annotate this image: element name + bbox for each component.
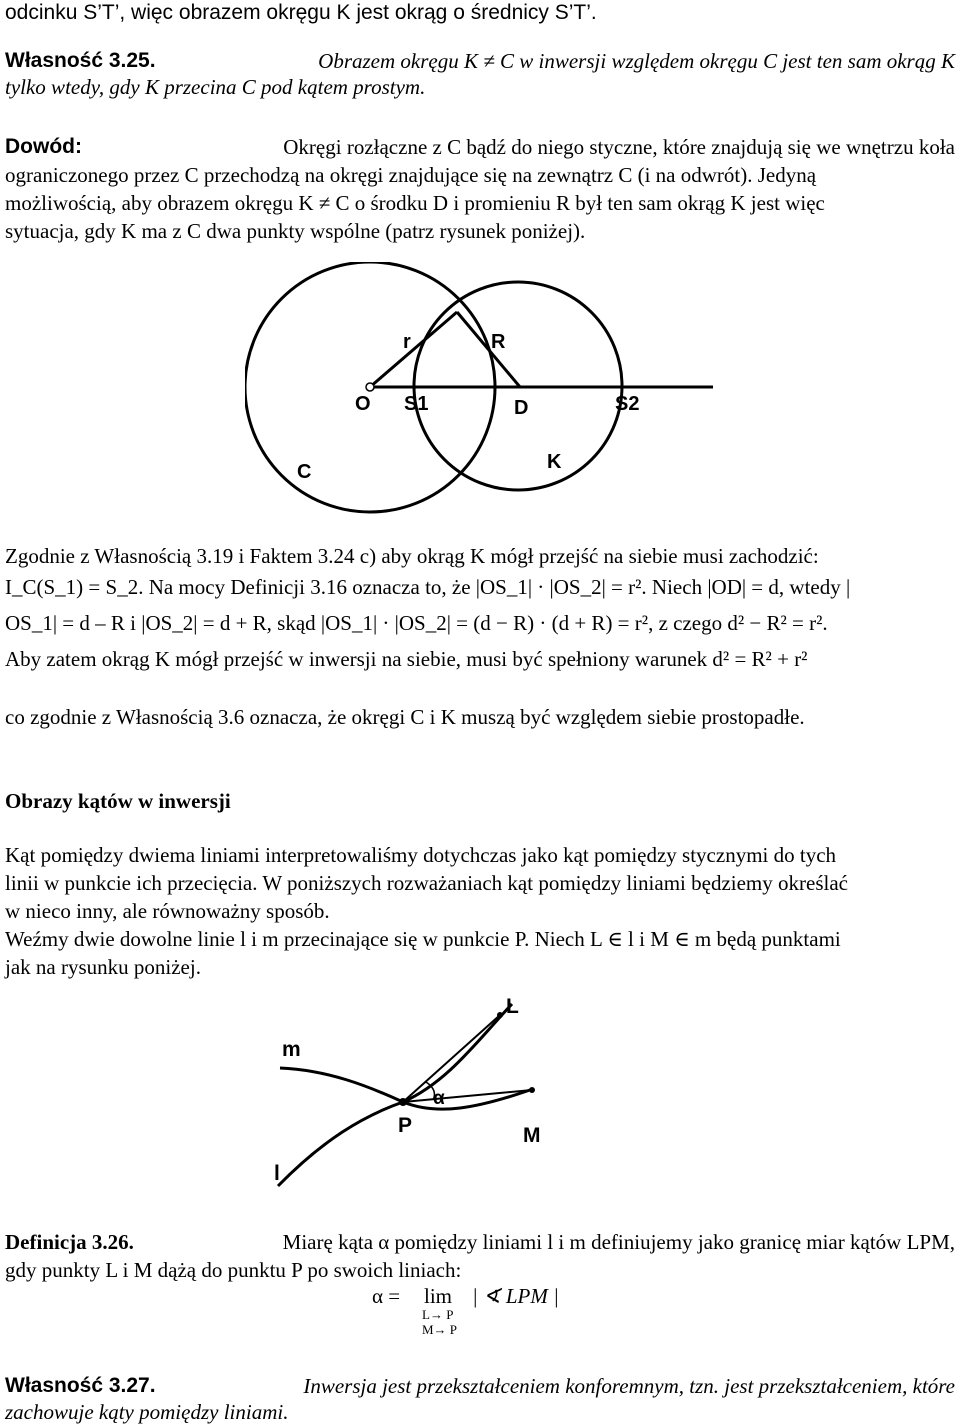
text2: OS_1| = d – R i |OS_2| = d + R, skąd |OS_1| · |OS_2| = (d − R) · (d + R) = r², z czego d² − R² = r². xyxy=(5,611,828,635)
property-3-27-line-1 xyxy=(5,1373,955,1399)
text2: Zgodnie z Własnością 3.19 i Faktem 3.24 c) aby okrąg K mógł przejść na siebie musi zachodzić: xyxy=(5,544,819,568)
text2-line-3 xyxy=(5,610,955,636)
definition-text: Miarę kąta α pomiędzy liniami l i m definiujemy jako granicę miar kątów LPM, xyxy=(282,1230,955,1254)
proof-text: możliwością, aby obrazem okręgu K ≠ C o środku D i promieniu R był ten sam okrąg K jest więc xyxy=(5,191,825,215)
text2-line-1 xyxy=(5,543,955,569)
label-c: C xyxy=(297,461,312,483)
text2-line-2 xyxy=(5,574,955,600)
angles-line-3 xyxy=(5,898,955,924)
proof-label: Dowód: xyxy=(5,135,82,158)
label-M: M xyxy=(523,1124,541,1147)
property-label: Własność 3.25. xyxy=(5,49,156,72)
radius-R xyxy=(457,312,520,387)
property-text: tylko wtedy, gdy K przecina C pod kątem prostym. xyxy=(5,75,426,99)
label-m: m xyxy=(282,1038,301,1061)
label-P: P xyxy=(398,1114,413,1137)
section-heading xyxy=(5,788,955,814)
circles-figure xyxy=(245,262,715,542)
angles-text: Kąt pomiędzy dwiema liniami interpretowaliśmy dotychczas jako kąt pomiędzy stycznymi do tych xyxy=(5,843,837,867)
section-heading-text: Obrazy kątów w inwersji xyxy=(5,789,231,813)
label-k: K xyxy=(547,451,562,473)
definition-3-26-line-2 xyxy=(5,1257,955,1283)
point-o xyxy=(366,383,374,391)
text2-line-5 xyxy=(5,704,955,730)
label-l: l xyxy=(274,1162,280,1185)
point-m xyxy=(529,1087,535,1093)
definition-label: Definicja 3.26. xyxy=(5,1230,134,1254)
segment-pl xyxy=(403,1015,500,1102)
definition-3-26-line-1 xyxy=(5,1229,955,1255)
definition-text: gdy punkty L i M dążą do punktu P po swoich liniach: xyxy=(5,1258,462,1282)
property-text: zachowuje kąty pomiędzy liniami. xyxy=(5,1400,289,1424)
text2: co zgodnie z Własnością 3.6 oznacza, że okręgi C i K muszą być względem siebie prostopadłe. xyxy=(5,705,805,729)
property-3-25-line-1 xyxy=(5,48,955,74)
proof-line-1 xyxy=(5,134,955,160)
limit-formula xyxy=(372,1284,592,1344)
formula-sub-l: L→ P xyxy=(422,1307,454,1322)
text2: Aby zatem okrąg K mógł przejść w inwersji na siebie, musi być spełniony warunek d² = R² + r² xyxy=(5,647,808,671)
property-3-27-line-2 xyxy=(5,1399,955,1425)
angle-figure xyxy=(268,990,578,1190)
proof-text: sytuacja, gdy K ma z C dwa punkty wspólne (patrz rysunek poniżej). xyxy=(5,219,586,243)
label-r: r xyxy=(403,331,411,353)
property-3-25-line-2 xyxy=(5,74,955,100)
label-R: R xyxy=(491,331,506,353)
text2: I_C(S_1) = S_2. Na mocy Definicji 3.16 oznacza to, że |OS_1| · |OS_2| = r². Niech |OD| = d, wtedy | xyxy=(5,575,851,599)
proof-line-4 xyxy=(5,218,955,244)
label-o: O xyxy=(355,393,371,415)
formula-right: | ∢ LPM | xyxy=(472,1284,559,1308)
label-s2: S2 xyxy=(615,393,640,415)
proof-text: ograniczonego przez C przechodzą na okręgi znajdujące się na zewnątrz C (i na odwrót). Jedyną xyxy=(5,163,817,187)
angles-line-5 xyxy=(5,954,955,980)
top-line-text: odcinku S’T’, więc obrazem okręgu K jest okrąg o średnicy S’T’. xyxy=(5,1,597,24)
angles-line-4 xyxy=(5,926,955,952)
proof-text: Okręgi rozłączne z C bądź do niego styczne, które znajdują się we wnętrzu koła xyxy=(283,135,955,159)
label-s1: S1 xyxy=(404,393,429,415)
angles-text: w nieco inny, ale równoważny sposób. xyxy=(5,899,330,923)
formula-lim: lim xyxy=(424,1284,453,1308)
point-l xyxy=(497,1012,503,1018)
angles-text: linii w punkcie ich przecięcia. W poniższych rozważaniach kąt pomiędzy liniami będziemy określać xyxy=(5,871,848,895)
angles-text: jak na rysunku poniżej. xyxy=(5,955,201,979)
property-text: Inwersja jest przekształceniem konforemnym, tzn. jest przekształceniem, które xyxy=(303,1374,955,1398)
label-alpha: α xyxy=(433,1088,445,1109)
property-label: Własność 3.27. xyxy=(5,1374,156,1397)
text2-line-4 xyxy=(5,646,955,672)
proof-line-3 xyxy=(5,190,955,216)
angles-line-1 xyxy=(5,842,955,868)
proof-line-2 xyxy=(5,162,955,188)
formula-left: α = xyxy=(372,1284,401,1308)
angles-text: Weźmy dwie dowolne linie l i m przecinające się w punkcie P. Niech L ∈ l i M ∈ m będą punktami xyxy=(5,927,841,951)
property-text: Obrazem okręgu K ≠ C w inwersji względem okręgu C jest ten sam okrąg K xyxy=(318,49,955,73)
top-line xyxy=(5,0,955,26)
formula-sub-m: M→ P xyxy=(422,1322,458,1337)
label-d: D xyxy=(514,397,529,419)
label-L: L xyxy=(506,995,519,1018)
angles-line-2 xyxy=(5,870,955,896)
point-p xyxy=(399,1098,407,1106)
